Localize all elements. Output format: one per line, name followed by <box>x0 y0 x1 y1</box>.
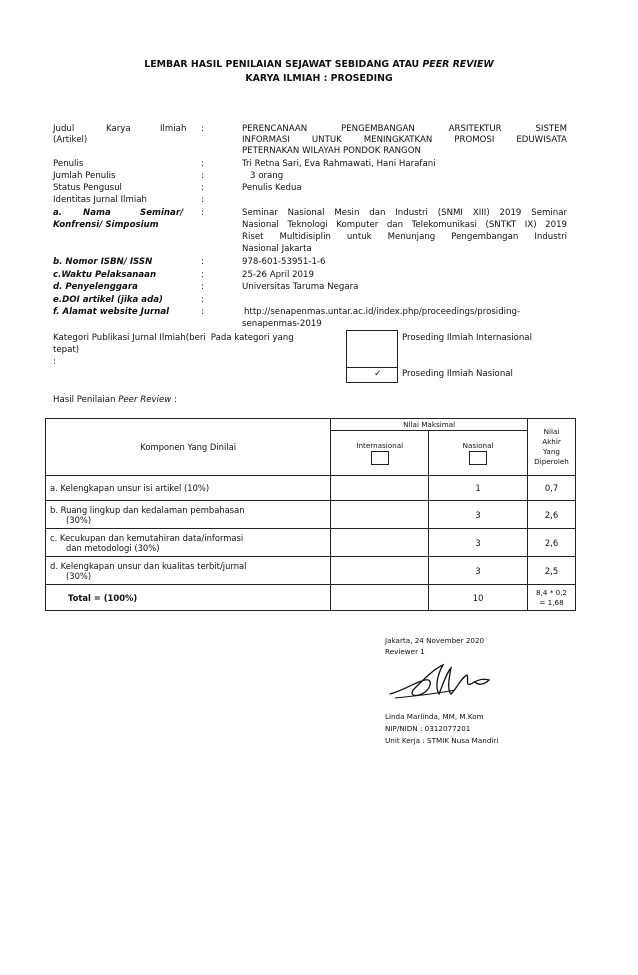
nasional-cell: 3 <box>429 501 528 529</box>
header-internasional: Internasional <box>331 431 429 476</box>
judul-label-c: Ilmiah <box>160 124 187 134</box>
status-pengusul-label: Status Pengusul <box>53 183 122 193</box>
komponen-cell: b. Ruang lingkup dan kedalaman pembahasan (30%) <box>46 501 331 529</box>
komponen-cell: a. Kelengkapan unsur isi artikel (10%) <box>46 476 331 501</box>
colon: : <box>201 183 204 193</box>
nasional-checkbox[interactable] <box>469 451 487 465</box>
akhir-cell: 2,6 <box>528 529 576 557</box>
total-akhir: 8,4 * 0,2 = 1,68 <box>528 585 576 611</box>
komponen-cell: d. Kelengkapan unsur dan kualitas terbit/jurnal (30%) <box>46 557 331 585</box>
waktu-value: 25-26 April 2019 <box>242 270 314 280</box>
colon: : <box>201 307 204 317</box>
nama-seminar-label-c: Seminar/ <box>140 208 184 218</box>
internasional-cell <box>331 585 429 611</box>
sign-unit: Unit Kerja : STMIK Nusa Mandiri <box>385 736 499 745</box>
judul-label-d: (Artikel) <box>53 135 88 145</box>
isbn-label: b. Nomor ISBN/ ISSN <box>53 257 153 267</box>
judul-value-line-3: PETERNAKAN WILAYAH PONDOK RANGON <box>242 146 421 156</box>
sign-nip: NIP/NIDN : 0312077201 <box>385 724 471 733</box>
kategori-label-1: Kategori Publikasi Jurnal Ilmiah(beri Pada kategori yang <box>53 333 294 343</box>
colon: : <box>201 282 204 292</box>
sign-role: Reviewer 1 <box>385 647 425 656</box>
internasional-cell <box>331 501 429 529</box>
identitas-jurnal-label: Identitas Jurnal Ilmiah <box>53 195 147 205</box>
kategori-option-nasional: Proseding Ilmiah Nasional <box>402 369 513 379</box>
judul-label-b: Karya <box>106 124 131 134</box>
colon: : <box>201 171 204 181</box>
penulis-value: Tri Retna Sari, Eva Rahmawati, Hani Harafani <box>242 159 436 169</box>
judul-value-line-2: INFORMASI UNTUK MENINGKATKAN PROMOSI EDUWISATA <box>242 135 567 145</box>
hasil-penilaian-label: Hasil Penilaian Peer Review : <box>53 395 177 405</box>
internasional-cell <box>331 557 429 585</box>
kategori-nasional-checkbox[interactable] <box>346 367 398 383</box>
akhir-cell: 0,7 <box>528 476 576 501</box>
table-row <box>46 476 576 501</box>
nasional-cell: 3 <box>429 557 528 585</box>
table-row <box>46 501 576 529</box>
table-row <box>46 529 576 557</box>
penulis-label: Penulis <box>53 159 84 169</box>
penyelenggara-label: d. Penyelenggara <box>53 282 138 292</box>
header-nilai-akhir: Nilai Akhir Yang Diperoleh <box>528 419 576 476</box>
sign-place-date: Jakarta, 24 November 2020 <box>385 636 485 645</box>
kategori-option-internasional: Proseding Ilmiah Internasional <box>402 333 532 343</box>
kategori-internasional-checkbox[interactable] <box>346 330 398 368</box>
judul-label-a: Judul <box>53 124 75 134</box>
jumlah-penulis-value: 3 orang <box>250 171 284 181</box>
document-title-line-2: KARYA ILMIAH : PROSEDING <box>245 73 393 84</box>
colon: : <box>201 208 204 218</box>
status-pengusul-value: Penulis Kedua <box>242 183 302 193</box>
nama-seminar-value-line-3: Riset Multidisiplin untuk Menunjang Pengembangan Industri <box>242 232 567 242</box>
akhir-cell: 2,5 <box>528 557 576 585</box>
colon: : <box>201 295 204 305</box>
header-nilai-maksimal: Nilai Maksimal <box>331 419 528 431</box>
waktu-label: c.Waktu Pelaksanaan <box>53 270 157 280</box>
website-label: f. Alamat website Jurnal <box>53 307 170 317</box>
nama-seminar-value-line-1: Seminar Nasional Mesin dan Industri (SNMI XIII) 2019 Seminar <box>242 208 567 218</box>
nasional-cell: 1 <box>429 476 528 501</box>
total-row <box>46 585 576 611</box>
colon: : <box>201 159 204 169</box>
internasional-checkbox[interactable] <box>371 451 389 465</box>
header-komponen: Komponen Yang Dinilai <box>46 419 331 476</box>
total-nasional: 10 <box>429 585 528 611</box>
penyelenggara-value: Universitas Taruma Negara <box>242 282 359 292</box>
jumlah-penulis-label: Jumlah Penulis <box>53 171 116 181</box>
website-value-line-1: http://senapenmas.untar.ac.id/index.php/proceedings/prosiding- <box>244 307 521 317</box>
review-table <box>45 418 576 611</box>
sign-name: Linda Marlinda, MM, M.Kom <box>385 712 484 721</box>
nasional-cell: 3 <box>429 529 528 557</box>
kategori-label-2: tepat) <box>53 345 80 355</box>
nama-seminar-label-b: Nama <box>83 208 111 218</box>
check-mark-icon: ✓ <box>374 369 382 379</box>
document-title-line-1: LEMBAR HASIL PENILAIAN SEJAWAT SEBIDANG ATAU PEER REVIEW <box>144 59 494 70</box>
akhir-cell: 2,6 <box>528 501 576 529</box>
signature-scribble <box>385 660 505 705</box>
komponen-cell: c. Kecukupan dan kemutahiran data/informasi dan metodologi (30%) <box>46 529 331 557</box>
internasional-cell <box>331 476 429 501</box>
isbn-value: 978-601-53951-1-6 <box>242 257 326 267</box>
kategori-label-3: : <box>53 357 56 367</box>
nama-seminar-value-line-4: Nasional Jakarta <box>242 244 312 254</box>
judul-value-line-1: PERENCANAAN PENGEMBANGAN ARSITEKTUR SISTEM <box>242 124 567 134</box>
colon: : <box>201 124 204 134</box>
colon: : <box>201 195 204 205</box>
internasional-cell <box>331 529 429 557</box>
colon: : <box>201 257 204 267</box>
total-label: Total = (100%) <box>46 585 331 611</box>
header-nasional: Nasional <box>429 431 528 476</box>
table-row <box>46 557 576 585</box>
website-value-line-2: senapenmas-2019 <box>242 319 322 329</box>
doi-label: e.DOI artikel (jika ada) <box>53 295 163 305</box>
nama-seminar-label-d: Konfrensi/ Simposium <box>53 220 159 230</box>
colon: : <box>201 270 204 280</box>
nama-seminar-label-a: a. <box>53 208 63 218</box>
nama-seminar-value-line-2: Nasional Teknologi Komputer dan Telekomunikasi (SNTKT IX) 2019 <box>242 220 567 230</box>
